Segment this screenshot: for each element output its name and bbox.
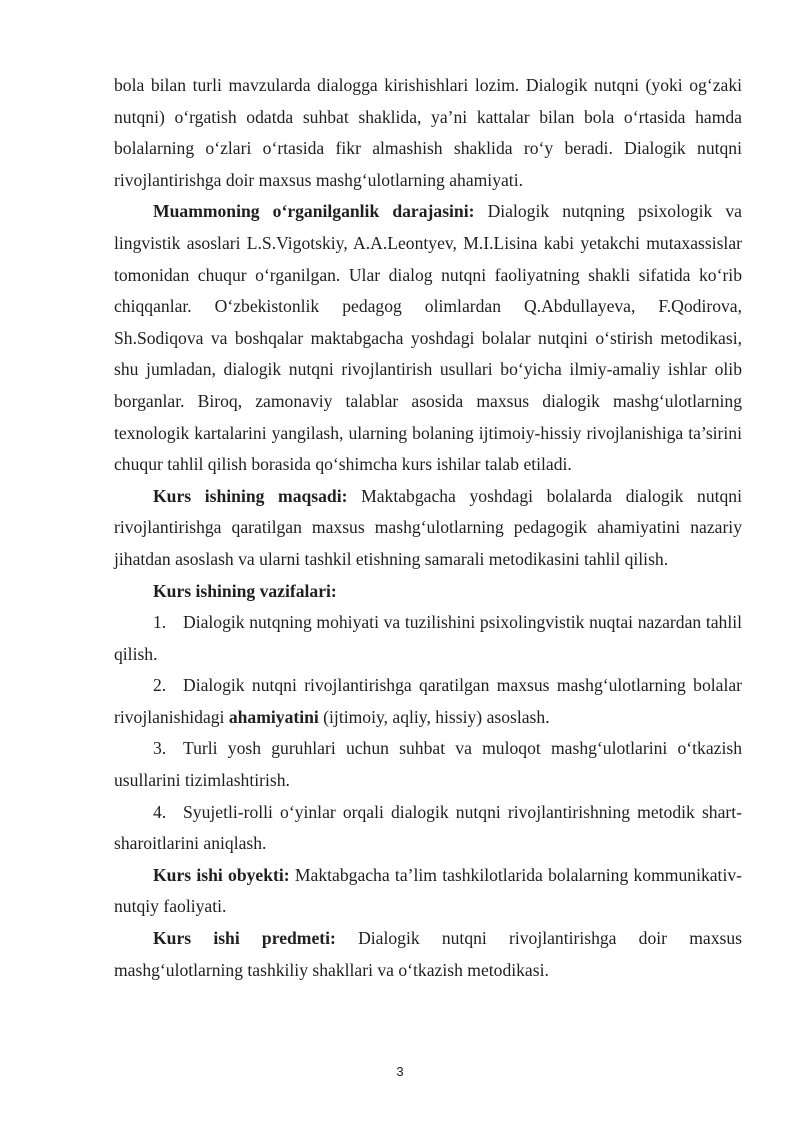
- task-text: (ijtimoiy, aqliy, hissiy) asoslash.: [318, 706, 550, 727]
- task-number: 2.: [153, 675, 167, 696]
- task-text: Dialogik nutqning mohiyati va tuzilishini psixolingvistik nuqtai nazardan tahlil qilish.: [114, 612, 742, 664]
- subject-text: Dialogik nutqni rivojlantirishga doir maxsus mashg‘ulotlarning tashkiliy shakllari va o‘tkazish metodikasi.: [114, 928, 742, 980]
- task-text: Turli yosh guruhlari uchun suhbat va muloqot mashg‘ulotlarini o‘tkazish usullarini tizimlashtirish.: [114, 738, 742, 791]
- object-label: Kurs ishi obyekti:: [153, 864, 290, 885]
- page-number: 3: [396, 1064, 404, 1079]
- research-level-text: Dialogik nutqning psixologik va lingvistik asoslari L.S.Vigotskiy, A.A.Leontyev, M.I.Lisina kabi yetakchi mutaxassislar tomonidan chuqur o‘rganilgan. Ular dialog nutqni faoliyatning shakli sifatida ko‘rib chiqqanlar. O‘zbekistonlik pedagog olimlardan Q.Abdullayeva, F.Qodirova, Sh.Sodiqova va boshqalar maktabgacha yoshdagi bolalar nutqini o‘stirish metodikasi, shu jumladan, dialogik nutqni rivojlantirish usullari bo‘yicha ilmiy-amaliy ishlar olib borganlar. Biroq, zamonaviy talablar asosida maxsus dialogik mashg‘ulotlarning texnologik kartalarini yangilash, ularning bolaning ijtimoiy-hissiy rivojlanishiga ta’sirini chuqur tahlil qilish borasida qo‘shimcha kurs ishilar talab etiladi.: [114, 201, 742, 475]
- task-number: 3.: [153, 738, 167, 759]
- subject-label: Kurs ishi predmeti:: [153, 928, 336, 949]
- task-item-2: [114, 670, 742, 733]
- task-number: 1.: [153, 612, 167, 633]
- document-page: [114, 70, 742, 986]
- task-text-bold: ahamiyatini: [228, 706, 319, 727]
- goal-label: Kurs ishining maqsadi:: [153, 485, 348, 506]
- research-level-label: Muammoning o‘rganilganlik darajasini:: [153, 201, 475, 222]
- task-item-1: [114, 607, 742, 670]
- object-paragraph: [114, 860, 742, 923]
- task-item-3: [114, 733, 742, 796]
- goal-text: Maktabgacha yoshdagi bolalarda dialogik nutqni rivojlantirishga qaratilgan maxsus mashg‘ulotlarning pedagogik ahamiyatini nazariy jihatdan asoslash va ularni tashkil etishning samarali metodikasini tahlil qilish.: [114, 485, 742, 569]
- task-text: Syujetli-rolli o‘yinlar orqali dialogik nutqni rivojlantirishning metodik shart-sharoitlarini aniqlash.: [114, 801, 742, 854]
- object-text: Maktabgacha ta’lim tashkilotlarida bolalarning kommunikativ-nutqiy faoliyati.: [114, 864, 742, 917]
- task-item-4: [114, 797, 742, 860]
- subject-paragraph: [114, 923, 742, 986]
- goal-paragraph: [114, 481, 742, 576]
- intro-paragraph: bola bilan turli mavzularda dialogga kirishishlari lozim. Dialogik nutqni (yoki og‘zaki nutqni) o‘rgatish odatda suhbat shaklida, ya’ni kattalar bilan bola o‘rtasida hamda bolalarning o‘zlari o‘rtasida fikr almashish shaklida ro‘y beradi. Dialogik nutqni rivojlantirishga doir maxsus mashg‘ulotlarning ahamiyati.: [114, 75, 742, 190]
- task-text: Dialogik nutqni rivojlantirishga qaratilgan maxsus mashg‘ulotlarning bolalar rivojlanishidagi: [114, 675, 742, 727]
- task-number: 4.: [153, 801, 167, 822]
- research-level-paragraph: [114, 196, 742, 480]
- tasks-heading: Kurs ishining vazifalari:: [153, 580, 337, 601]
